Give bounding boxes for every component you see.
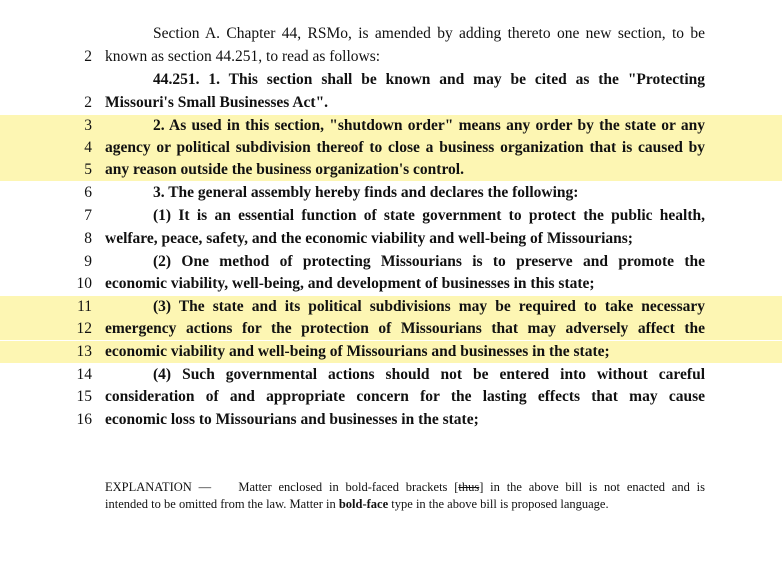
line-text: (3) The state and its political subdivisions may be required to take necessary	[153, 298, 705, 315]
explanation-text: intended to be omitted from the law. Matter in	[105, 497, 339, 511]
line-text: (2) One method of protecting Missourians is to preserve and promote the	[153, 253, 705, 270]
line-number: 5	[84, 161, 92, 178]
line-text: economic viability, well-being, and development of businesses in this state;	[105, 275, 595, 292]
bill-line	[0, 228, 782, 250]
line-text: (1) It is an essential function of state government to protect the public health,	[153, 207, 705, 224]
bill-line	[0, 182, 782, 204]
explanation-label: EXPLANATION —	[105, 480, 212, 494]
line-text: Missouri's Small Businesses Act".	[105, 94, 329, 111]
line-text: (4) Such governmental actions should not be entered into without careful	[153, 366, 705, 383]
line-number: 7	[84, 207, 92, 224]
line-number: 13	[76, 343, 92, 360]
bill-line	[0, 386, 782, 408]
line-number: 4	[84, 139, 92, 156]
highlighted-line	[0, 296, 782, 318]
line-text: emergency actions for the protection of Missourians that may adversely affect the	[105, 320, 705, 337]
bill-line	[0, 273, 782, 295]
line-number: 16	[76, 411, 92, 428]
highlighted-line	[0, 115, 782, 137]
line-text: known as section 44.251, to read as follows:	[105, 48, 381, 65]
line-number: 8	[84, 230, 92, 247]
highlighted-line	[0, 341, 782, 363]
bill-line	[0, 69, 782, 91]
explanation-note	[105, 479, 705, 513]
line-number: 12	[76, 320, 92, 337]
line-number: 11	[77, 298, 92, 315]
line-text: any reason outside the business organization's control.	[105, 161, 464, 178]
highlighted-line	[0, 159, 782, 181]
line-number: 3	[84, 117, 92, 134]
line-text: welfare, peace, safety, and the economic viability and well-being of Missourians;	[105, 230, 633, 247]
highlighted-line	[0, 318, 782, 340]
bold-face-example: bold-face	[338, 497, 389, 511]
line-text: agency or political subdivision thereof to close a business organization that is caused by	[105, 139, 705, 156]
line-number: 6	[84, 184, 92, 201]
line-text: 3. The general assembly hereby finds and declares the following:	[153, 184, 579, 201]
line-text: economic loss to Missourians and businesses in the state;	[105, 411, 479, 428]
bill-line	[0, 46, 782, 68]
line-number: 9	[84, 253, 92, 270]
bill-line	[0, 205, 782, 227]
line-text: consideration of and appropriate concern for the lasting effects that may cause	[105, 388, 705, 405]
bill-line	[0, 409, 782, 431]
line-number: 14	[76, 366, 92, 383]
line-text: economic viability and well-being of Missourians and businesses in the state;	[105, 343, 610, 360]
bill-line	[0, 251, 782, 273]
explanation-text: Matter enclosed in bold-faced brackets [	[238, 480, 459, 494]
bill-line	[0, 364, 782, 386]
line-number: 2	[84, 94, 92, 111]
line-number: 10	[76, 275, 92, 292]
struck-example: thus	[458, 480, 480, 494]
explanation-text: ] in the above bill is not enacted and is	[479, 480, 705, 494]
explanation-text: type in the above bill is proposed language.	[388, 497, 609, 511]
line-text: 2. As used in this section, "shutdown order" means any order by the state or any	[153, 117, 705, 134]
bill-line	[0, 92, 782, 114]
explanation-line-2	[105, 496, 705, 513]
section-heading: 44.251. 1. This section shall be known and may be cited as the "Protecting	[153, 71, 705, 88]
explanation-line-1	[105, 479, 705, 496]
line-number: 2	[84, 48, 92, 65]
line-text: Section A. Chapter 44, RSMo, is amended by adding thereto one new section, to be	[153, 25, 705, 42]
bill-line	[0, 23, 782, 45]
line-number: 15	[76, 388, 92, 405]
highlighted-line	[0, 137, 782, 159]
